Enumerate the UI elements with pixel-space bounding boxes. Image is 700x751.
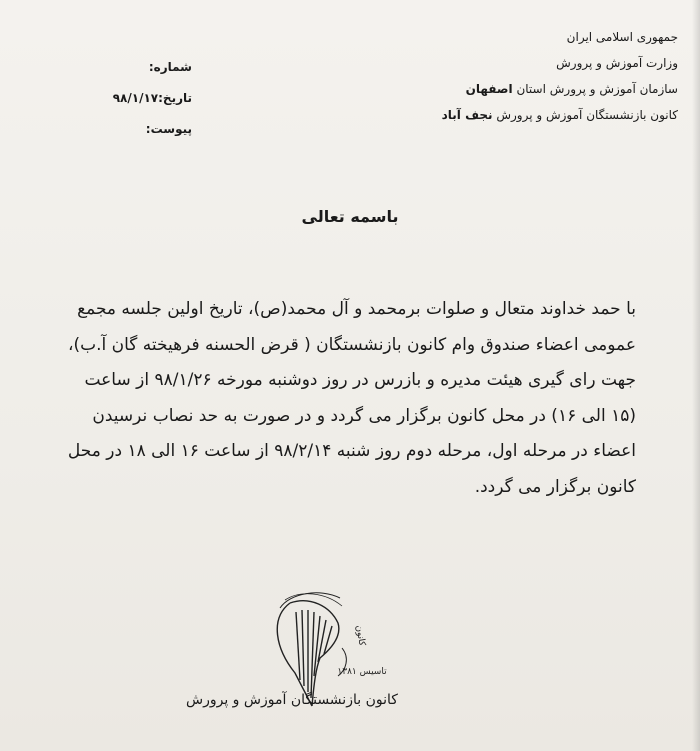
date-label: تاریخ:: [158, 91, 192, 105]
center-line: [442, 102, 678, 128]
signature-organization: کانون بازنشستگان آموزش و پرورش: [186, 692, 398, 708]
date-line: [102, 83, 192, 114]
organization-prefix: سازمان آموزش و پرورش استان: [516, 82, 678, 96]
attachment-label: پیوست:: [145, 122, 192, 136]
ministry-line: وزارت آموزش و پرورش: [556, 56, 678, 70]
body-line: جهت رای گیری هیئت مدیره و بازرس در روز دوشنبه مورخه ۹۸/۱/۲۶ از ساعت: [84, 370, 636, 390]
stamp-year: تاسیس ۱۳۸۱: [337, 667, 387, 677]
svg-text:کانون: کانون: [353, 624, 367, 647]
scan-shadow: [692, 0, 700, 751]
letter-meta: [102, 52, 192, 145]
letter-body: [56, 292, 636, 505]
body-line: (۱۵ الی ۱۶) در محل کانون برگزار می گردد و در صورت به حد نصاب نرسیدن: [92, 405, 636, 426]
number-label: شماره:: [148, 60, 192, 74]
organization-province: اصفهان: [465, 82, 513, 96]
country-line: جمهوری اسلامی ایران: [566, 30, 678, 44]
body-line: با حمد خداوند متعال و صلوات برمحمد و آل محمد(ص)، تاریخ اولین جلسه مجمع: [77, 299, 636, 319]
center-city: نجف آباد: [441, 108, 493, 122]
center-prefix: کانون بازنشستگان آموزش و پرورش: [496, 108, 678, 122]
letterhead: [442, 24, 678, 128]
organization-line: [442, 76, 678, 102]
body-line: عمومی اعضاء صندوق وام کانون بازنشستگان ( قرض الحسنه فرهیخته گان آ.ب)،: [67, 334, 636, 355]
date-value: ۹۸/۱/۱۷: [112, 91, 159, 105]
body-line: اعضاء در مرحله اول، مرحله دوم روز شنبه ۹۸/۲/۱۴ از ساعت ۱۶ الی ۱۸ در محل: [67, 441, 636, 461]
harp-stamp-icon: [250, 588, 387, 708]
body-line: کانون برگزار می گردد.: [474, 476, 636, 497]
letter-title: باسمه تعالی: [301, 207, 399, 226]
